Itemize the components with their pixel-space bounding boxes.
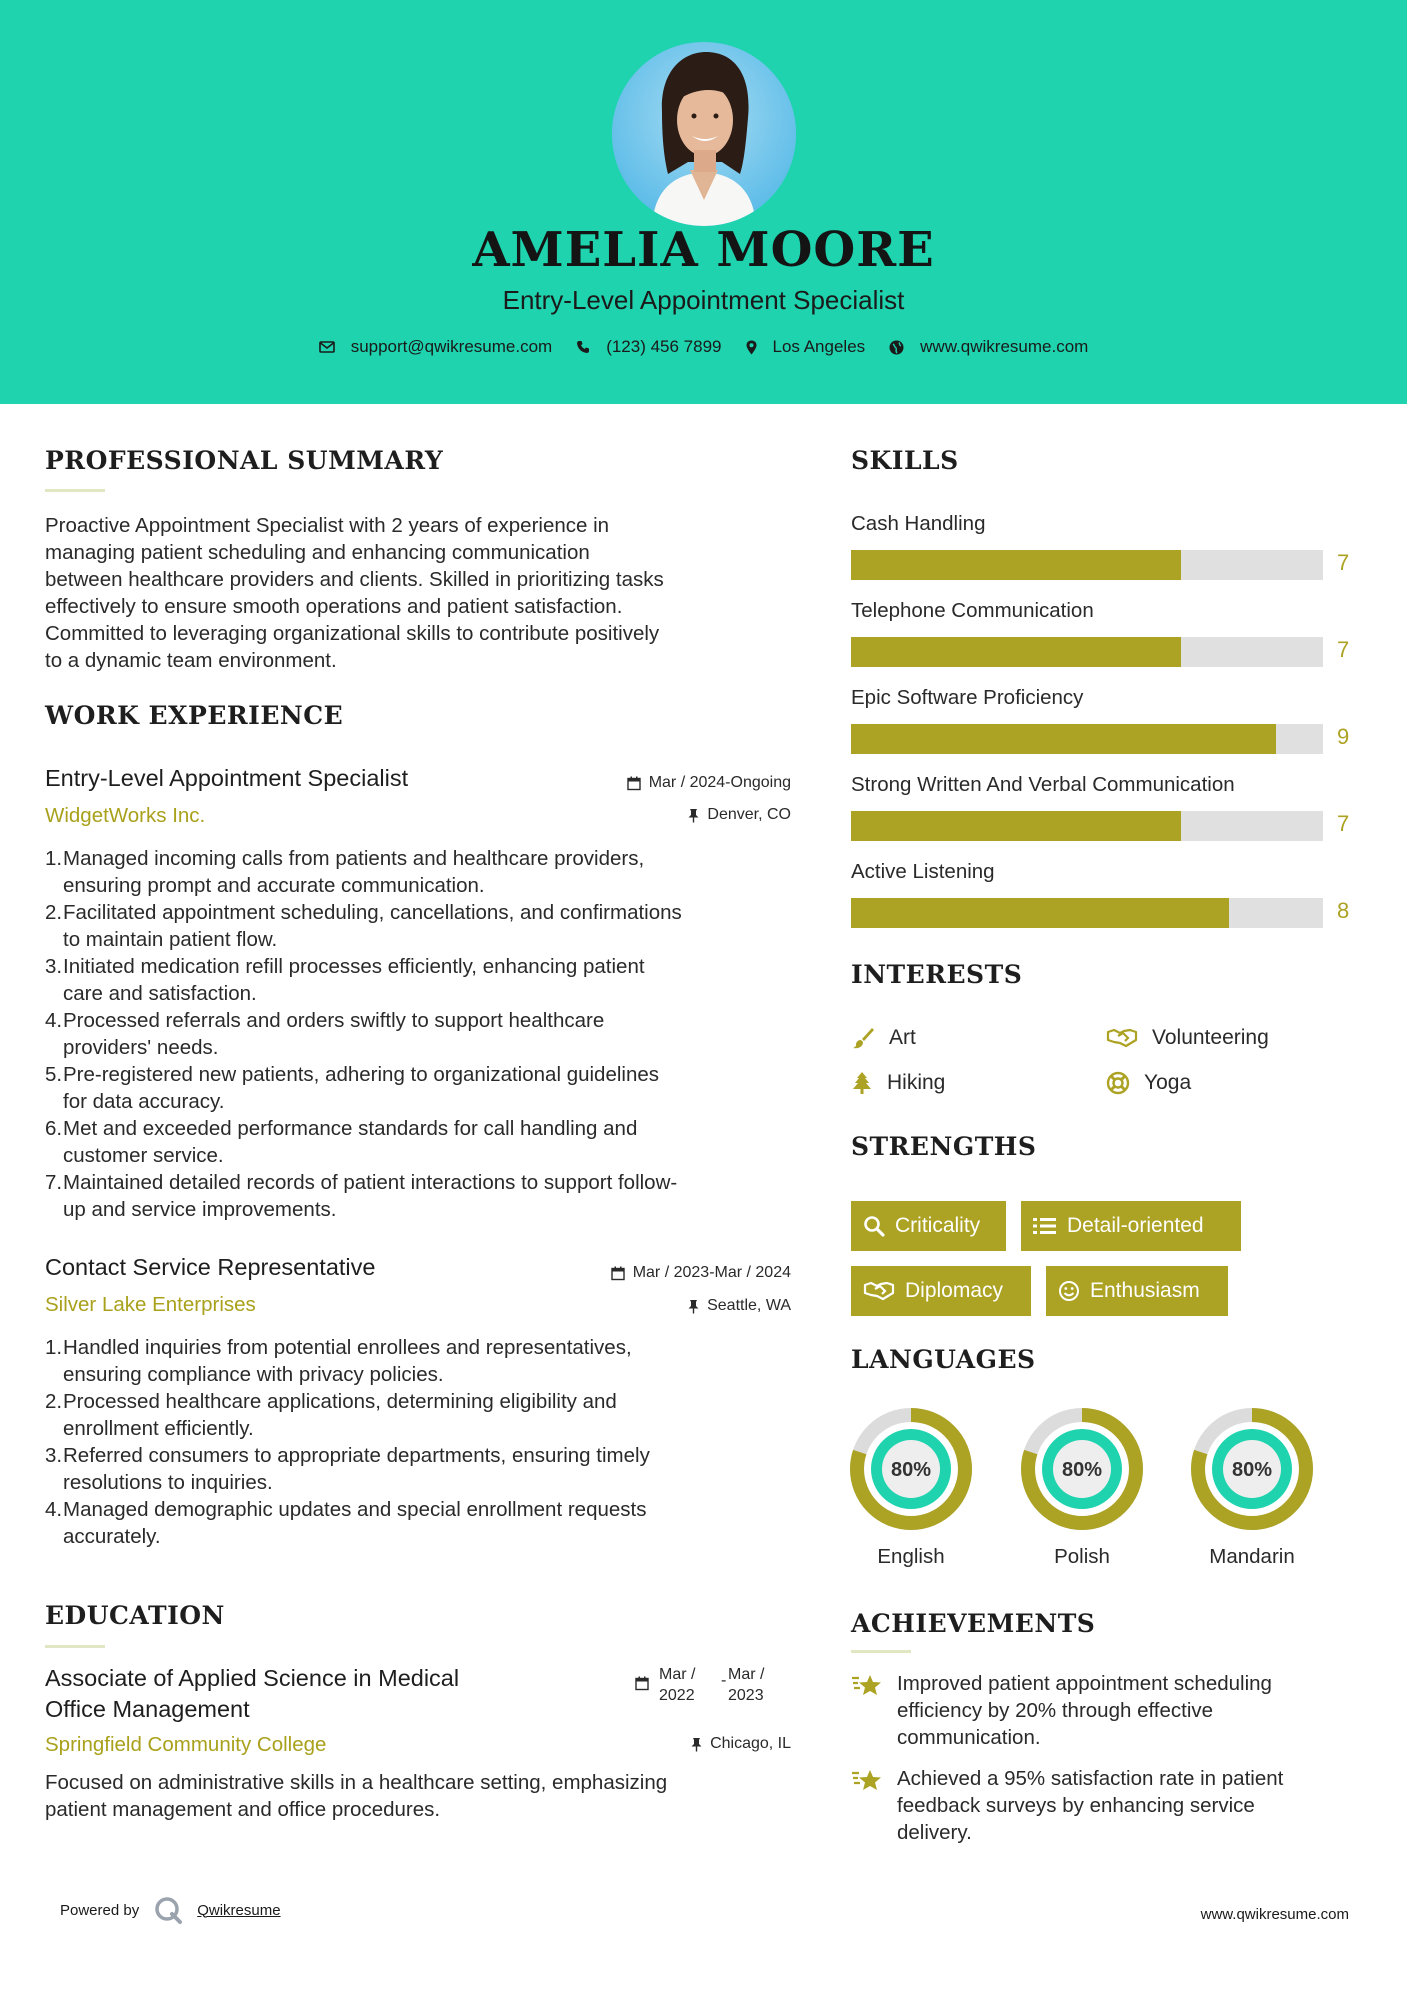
contact-email-text: support@qwikresume.com [350,337,553,356]
achievement-line: Achieved a 95% satisfaction rate in patient [897,1767,1284,1790]
skill-rating: 7 [1337,637,1350,662]
interest-label: Art [889,1026,916,1049]
achievements-heading: ACHIEVEMENTS [851,1609,1096,1638]
job-location [500,1297,791,1315]
strength-tag [1046,1266,1228,1316]
skill-bar-fill [851,811,1181,841]
skill-label: Active Listening [851,860,995,883]
achievement-text [897,1670,1272,1751]
education-desc-line: Focused on administrative skills in a healthcare setting, emphasizing [45,1771,668,1794]
strength-tag [851,1266,1031,1316]
summary-line: effectively to ensure smooth operations and patient satisfaction. [45,595,623,618]
calendar-icon [627,776,641,791]
summary-line: managing patient scheduling and enhancing communication [45,541,590,564]
skill-bar-fill [851,637,1181,667]
languages-heading: LANGUAGES [851,1345,1036,1374]
summary-line: between healthcare providers and clients. Skilled in prioritizing tasks [45,568,664,591]
summary-heading: PROFESSIONAL SUMMARY [45,446,444,475]
strength-label: Detail-oriented [1067,1214,1204,1237]
language-label: English [877,1545,945,1568]
qwikresume-logo-icon [153,1895,183,1925]
job-date-text: Mar / 2023-Mar / 2024 [632,1264,791,1281]
summary-line: Committed to leveraging organizational skills to contribute positively [45,622,660,645]
school-name: Springfield Community College [45,1733,327,1756]
list-item: 3. Initiated medication refill processes efficiently, enhancing patient care and satisfaction. [45,955,645,1005]
smile-icon [1058,1280,1080,1302]
education-dates [633,1664,793,1710]
achievement-item [851,1765,1361,1846]
footer-website[interactable]: www.qwikresume.com [1200,1906,1349,1923]
strength-label: Criticality [895,1214,981,1237]
interest-hiking [851,1071,945,1095]
tree-icon [851,1071,873,1095]
summary-line: to a dynamic team environment. [45,649,337,672]
achievement-line: communication. [897,1726,1041,1749]
contact-website-text: www.qwikresume.com [920,337,1089,356]
globe-icon [889,340,904,355]
footer-powered-by [60,1895,281,1925]
pushpin-icon [688,808,699,823]
list-icon [1033,1216,1057,1236]
education-heading: EDUCATION [45,1601,225,1630]
job-bullets [45,1334,805,1550]
strength-label: Enthusiasm [1090,1279,1200,1302]
language-label: Mandarin [1209,1545,1295,1568]
education-desc [45,1769,805,1823]
job-location [500,806,791,824]
envelope-icon [319,340,335,354]
list-item: 2. Facilitated appointment scheduling, cancellations, and confirmations to maintain patient flow. [45,901,682,951]
summary-rule [45,489,105,492]
achievement-line: delivery. [897,1821,972,1844]
skill-rating: 9 [1337,724,1350,749]
contact-phone-text: (123) 456 7899 [606,337,722,356]
profile-photo [612,42,796,226]
job-company: Silver Lake Enterprises [45,1293,256,1316]
language-donut [1021,1408,1143,1530]
job-role: Entry-Level Appointment Specialist [45,765,409,791]
skill-bar-track [851,811,1323,841]
interest-art [851,1026,916,1050]
skill-bar-track [851,637,1323,667]
interest-label: Yoga [1144,1071,1192,1094]
lifering-icon [1106,1071,1130,1095]
job-role: Contact Service Representative [45,1254,376,1280]
language-donut [1191,1408,1313,1530]
language-item [1021,1408,1143,1568]
candidate-name: AMELIA MOORE [472,222,935,278]
achievement-line: feedback surveys by enhancing service [897,1794,1255,1817]
job-location-text: Seattle, WA [707,1297,791,1314]
language-percent: 80% [1061,1459,1103,1481]
contact-email[interactable] [319,337,553,357]
skills-heading: SKILLS [851,446,959,475]
search-icon [863,1215,885,1237]
education-end-month: Mar / [728,1666,765,1683]
summary-line: Proactive Appointment Specialist with 2 years of experience in [45,514,610,537]
education-location [500,1735,791,1753]
skill-bar-track [851,898,1323,928]
skill-label: Telephone Communication [851,599,1094,622]
language-item [850,1408,972,1568]
strengths-heading: STRENGTHS [851,1132,1037,1161]
list-item: 5. Pre-registered new patients, adhering to organizational guidelines for data accuracy. [45,1063,660,1113]
job-date-text: Mar / 2024-Ongoing [648,774,791,791]
star-award-icon [851,1767,883,1795]
interests-heading: INTERESTS [851,960,1023,989]
education-date-sep: - [721,1672,727,1689]
star-award-icon [851,1672,883,1700]
list-item: 2. Processed healthcare applications, determining eligibility and enrollment efficiently. [45,1390,617,1440]
contact-bar [0,337,1407,357]
powered-by-text: Powered by [60,1901,140,1919]
skill-rating: 7 [1337,550,1350,575]
interest-volunteering [1106,1026,1269,1050]
list-item: 6. Met and exceeded performance standards for call handling and customer service. [45,1117,638,1167]
list-item: 4. Managed demographic updates and special enrollment requests accurately. [45,1498,647,1548]
list-item: 7. Maintained detailed records of patient interactions to support follow- up and service improvements. [45,1171,678,1221]
degree-line: Associate of Applied Science in Medical [45,1665,460,1691]
achievement-item [851,1670,1361,1751]
pushpin-icon [691,1737,702,1752]
list-item: 1. Handled inquiries from potential enrollees and representatives, ensuring compliance with privacy policies. [45,1336,632,1386]
education-desc-line: patient management and office procedures. [45,1798,441,1821]
language-label: Polish [1054,1545,1110,1568]
strength-label: Diplomacy [905,1279,1004,1302]
skill-bar-fill [851,724,1276,754]
resume-header [0,0,1407,404]
degree-title [45,1663,459,1725]
skill-bar-fill [851,550,1181,580]
job-date [500,774,791,792]
skill-label: Epic Software Proficiency [851,686,1084,709]
list-item: 1. Managed incoming calls from patients and healthcare providers, ensuring prompt and accurate communication. [45,847,645,897]
skill-rating: 7 [1337,811,1350,836]
education-rule [45,1645,105,1648]
job-company: WidgetWorks Inc. [45,804,206,827]
education-start-month: Mar / [659,1666,696,1683]
education-location-text: Chicago, IL [710,1735,791,1752]
strength-tag [1021,1201,1241,1251]
strength-tag [851,1201,1006,1251]
language-donut [850,1408,972,1530]
interest-yoga [1106,1071,1191,1095]
education-start-year: 2022 [659,1687,695,1704]
job-date [500,1264,791,1282]
phone-icon [576,340,590,354]
paintbrush-icon [851,1026,875,1050]
handshake-icon [863,1280,895,1302]
contact-location [746,337,866,357]
map-marker-icon [746,340,757,355]
education-end-year: 2023 [728,1687,764,1704]
contact-phone[interactable] [576,337,721,357]
list-item: 4. Processed referrals and orders swiftly to support healthcare providers' needs. [45,1009,605,1059]
skill-label: Cash Handling [851,512,986,535]
job-location-text: Denver, CO [707,806,791,823]
summary-text [45,512,795,674]
contact-website[interactable] [889,337,1088,357]
calendar-icon [635,1676,649,1691]
skill-bar-track [851,724,1323,754]
skill-rating: 8 [1337,898,1350,923]
interest-label: Volunteering [1152,1026,1269,1049]
achievements-rule [851,1650,911,1653]
handshake-icon [1106,1027,1138,1049]
interest-label: Hiking [887,1071,946,1094]
language-percent: 80% [1231,1459,1273,1481]
brand-link[interactable]: Qwikresume [197,1901,281,1919]
experience-heading: WORK EXPERIENCE [45,701,344,730]
achievement-line: efficiency by 20% through effective [897,1699,1214,1722]
skill-bar-fill [851,898,1229,928]
achievement-line: Improved patient appointment scheduling [897,1672,1272,1695]
calendar-icon [611,1266,625,1281]
language-item [1191,1408,1313,1568]
language-percent: 80% [890,1459,932,1481]
skill-bar-track [851,550,1323,580]
contact-location-text: Los Angeles [772,337,866,356]
pushpin-icon [688,1299,699,1314]
degree-line: Office Management [45,1696,250,1722]
candidate-title: Entry-Level Appointment Specialist [502,285,905,315]
skill-label: Strong Written And Verbal Communication [851,773,1235,796]
achievement-text [897,1765,1283,1846]
list-item: 3. Referred consumers to appropriate departments, ensuring timely resolutions to inquiries. [45,1444,650,1494]
job-bullets [45,845,805,1223]
